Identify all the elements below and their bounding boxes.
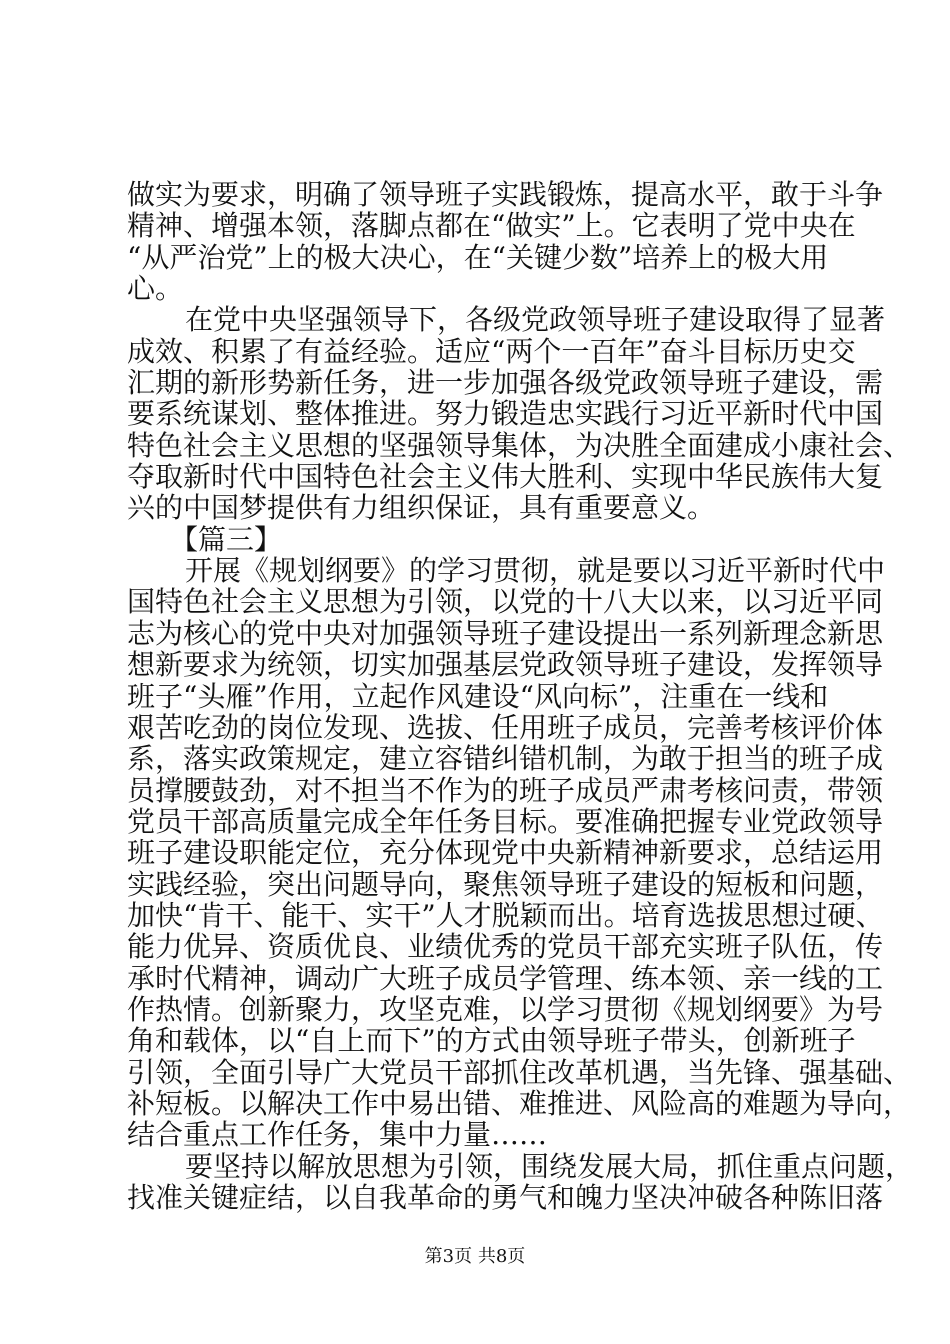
text-line: 能力优异、资质优良、业绩优秀的党员干部充实班子队伍，传 xyxy=(127,930,884,963)
text-line: 特色社会主义思想的坚强领导集体，为决胜全面建成小康社会、 xyxy=(127,429,912,462)
text-line: 心。 xyxy=(127,272,184,305)
text-line: 想新要求为统领，切实加强基层党政领导班子建设，发挥领导 xyxy=(127,648,884,681)
section-heading: 【篇三】 xyxy=(170,523,283,556)
text-line: 班子建设职能定位，充分体现党中央新精神新要求，总结运用 xyxy=(127,836,884,869)
page-number-footer: 第3页 共8页 xyxy=(424,1246,526,1267)
text-line: 承时代精神，调动广大班子成员学管理、练本领、亲一线的工 xyxy=(127,962,884,995)
text-line: 成效、积累了有益经验。适应“两个一百年”奋斗目标历史交 xyxy=(127,335,856,368)
text-line: 找准关键症结，以自我革命的勇气和魄力坚决冲破各种陈旧落 xyxy=(127,1181,884,1214)
text-line: “从严治党”上的极大决心，在“关键少数”培养上的极大用 xyxy=(127,241,829,274)
text-line: 汇期的新形势新任务，进一步加强各级党政领导班子建设，需 xyxy=(127,366,884,399)
text-line: 系，落实政策规定，建立容错纠错机制，为敢于担当的班子成 xyxy=(127,742,884,775)
text-line: 角和载体，以“自上而下”的方式由领导班子带头，创新班子 xyxy=(127,1024,856,1057)
text-line: 结合重点工作任务，集中力量…… xyxy=(127,1118,548,1151)
text-line: 兴的中国梦提供有力组织保证，具有重要意义。 xyxy=(127,491,716,524)
text-line: 引领，全面引导广大党员干部抓住改革机遇，当先锋、强基础、 xyxy=(127,1056,912,1089)
paragraph-start-line: 在党中央坚强领导下，各级党政领导班子建设取得了显著 xyxy=(185,303,886,336)
text-line: 党员干部高质量完成全年任务目标。要准确把握专业党政领导 xyxy=(127,805,884,838)
text-line: 补短板。以解决工作中易出错、难推进、风险高的难题为导向， xyxy=(127,1087,912,1120)
text-line: 实践经验，突出问题导向，聚焦领导班子建设的短板和问题， xyxy=(127,868,884,901)
paragraph-start-line: 要坚持以解放思想为引领，围绕发展大局，抓住重点问题， xyxy=(185,1150,914,1183)
text-line: 志为核心的党中央对加强领导班子建设提出一系列新理念新思 xyxy=(127,617,884,650)
text-line: 国特色社会主义思想为引领，以党的十八大以来，以习近平同 xyxy=(127,585,884,618)
text-line: 班子“头雁”作用，立起作风建设“风向标”，注重在一线和 xyxy=(127,680,829,713)
text-line: 做实为要求，明确了领导班子实践锻炼，提高水平，敢于斗争 xyxy=(127,178,884,211)
text-line: 作热情。创新聚力，攻坚克难，以学习贯彻《规划纲要》为号 xyxy=(127,993,884,1026)
text-line: 加快“肯干、能干、实干”人才脱颖而出。培育选拔思想过硬、 xyxy=(127,899,884,932)
text-line: 精神、增强本领，落脚点都在“做实”上。它表明了党中央在 xyxy=(127,209,856,242)
text-line: 艰苦吃劲的岗位发现、选拔、任用班子成员，完善考核评价体 xyxy=(127,711,884,744)
paragraph-start-line: 开展《规划纲要》的学习贯彻，就是要以习近平新时代中 xyxy=(185,554,886,587)
text-line: 要系统谋划、整体推进。努力锻造忠实践行习近平新时代中国 xyxy=(127,397,884,430)
text-line: 夺取新时代中国特色社会主义伟大胜利、实现中华民族伟大复 xyxy=(127,460,884,493)
text-line: 员撑腰鼓劲，对不担当不作为的班子成员严肃考核问责，带领 xyxy=(127,774,884,807)
